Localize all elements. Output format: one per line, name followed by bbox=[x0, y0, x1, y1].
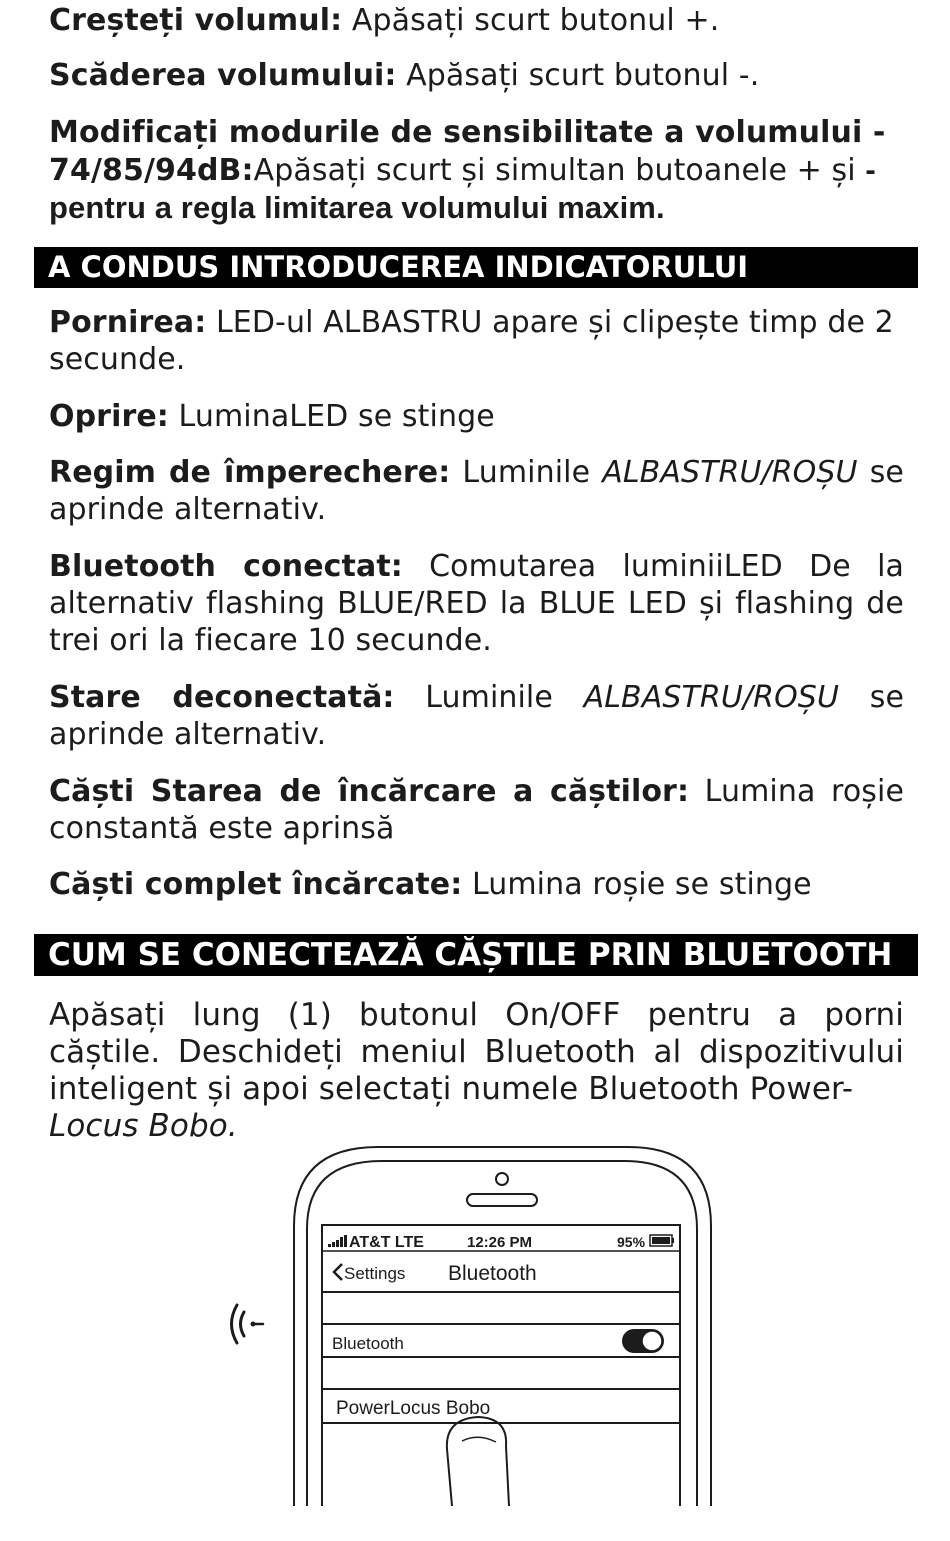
volume-down-text: Apăsați scurt butonul -. bbox=[396, 58, 760, 93]
led-item-text: LED-ul ALBASTRU apare și clipește timp de 2 secunde. bbox=[49, 305, 894, 377]
bluetooth-instructions-text: Apăsați lung (1) butonul On/OFF pentru a porni căștile. Deschideți meniul Bluetooth al dispozitivului inteligent și apoi selectați numele Bluetooth Power- bbox=[49, 997, 904, 1107]
volume-up-label: Creșteți volumul: bbox=[49, 3, 343, 38]
volume-modes-text-strong: - pentru a regla limitarea volumului maxim. bbox=[49, 152, 876, 225]
wireless-signal-icon bbox=[232, 1305, 264, 1343]
status-battery-percent: 95% bbox=[617, 1234, 646, 1250]
volume-modes-text: Apăsați scurt și simultan butoanele + și bbox=[253, 153, 866, 188]
bluetooth-instructions bbox=[49, 997, 904, 1145]
finger-tap-icon bbox=[447, 1417, 509, 1506]
led-item-label: Bluetooth conectat: bbox=[49, 549, 403, 584]
led-item-text: Lumina roșie se stinge bbox=[471, 867, 812, 902]
led-item-power-on bbox=[49, 304, 904, 378]
led-item-text-end: se aprinde alternativ. bbox=[49, 680, 905, 752]
signal-bars-icon bbox=[328, 1235, 347, 1247]
led-item-connected bbox=[49, 548, 904, 659]
led-item-label: Căști complet încărcate: bbox=[49, 867, 463, 902]
status-time: 12:26 PM bbox=[467, 1234, 533, 1251]
led-item-text: Luminile bbox=[462, 455, 591, 490]
led-section-heading: A CONDUS INTRODUCEREA INDICATORULUI bbox=[34, 247, 918, 288]
back-button[interactable]: Settings bbox=[344, 1264, 406, 1283]
bluetooth-section-heading: CUM SE CONECTEAZĂ CĂȘTILE PRIN BLUETOOTH bbox=[34, 934, 918, 976]
led-item-text: Luminile bbox=[425, 680, 553, 715]
volume-modes-label: Modificați modurile de sensibilitate a volumului - 74/85/94dB: bbox=[49, 115, 886, 188]
led-item-text-end: se aprinde alternativ. bbox=[49, 455, 904, 527]
led-item-power-off bbox=[49, 398, 904, 435]
led-item-charging bbox=[49, 773, 904, 847]
led-item-colors: ALBASTRU/ROȘU bbox=[583, 680, 840, 715]
volume-up-text: Apăsați scurt butonul +. bbox=[342, 3, 720, 38]
volume-modes-instruction bbox=[49, 114, 904, 227]
led-item-label: Căști Starea de încărcare a căștilor: bbox=[49, 774, 690, 809]
led-item-charged bbox=[49, 866, 904, 903]
led-item-disconnected bbox=[49, 679, 904, 753]
led-item-text: Comutarea luminiiLED De la alternativ flashing BLUE/RED la BLUE LED și flashing de trei ori la fiecare 10 secunde. bbox=[49, 549, 904, 658]
led-item-pairing bbox=[49, 454, 904, 528]
led-item-label: Oprire: bbox=[49, 399, 169, 434]
led-item-text: LuminaLED se stinge bbox=[178, 399, 495, 434]
status-carrier: AT&T LTE bbox=[349, 1234, 424, 1251]
device-name-italic: Locus Bobo. bbox=[49, 1108, 238, 1144]
volume-down-instruction bbox=[49, 57, 904, 94]
led-item-label: Regim de împerechere: bbox=[49, 455, 451, 490]
led-item-colors: ALBASTRU/ROȘU bbox=[602, 455, 858, 490]
led-item-text: Lumina roșie constantă este aprinsă bbox=[49, 774, 904, 846]
led-item-label: Stare deconectată: bbox=[49, 680, 395, 715]
device-list-item[interactable]: PowerLocus Bobo bbox=[336, 1398, 491, 1419]
volume-up-instruction bbox=[49, 2, 904, 39]
volume-down-label: Scăderea volumului: bbox=[49, 58, 397, 93]
phone-illustration bbox=[0, 1141, 950, 1541]
battery-icon bbox=[650, 1235, 674, 1246]
screen-title: Bluetooth bbox=[448, 1262, 537, 1285]
toggle-switch-icon[interactable] bbox=[622, 1329, 664, 1353]
chevron-left-icon[interactable] bbox=[334, 1264, 342, 1280]
bluetooth-row-label: Bluetooth bbox=[332, 1334, 404, 1353]
led-item-label: Pornirea: bbox=[49, 305, 207, 340]
